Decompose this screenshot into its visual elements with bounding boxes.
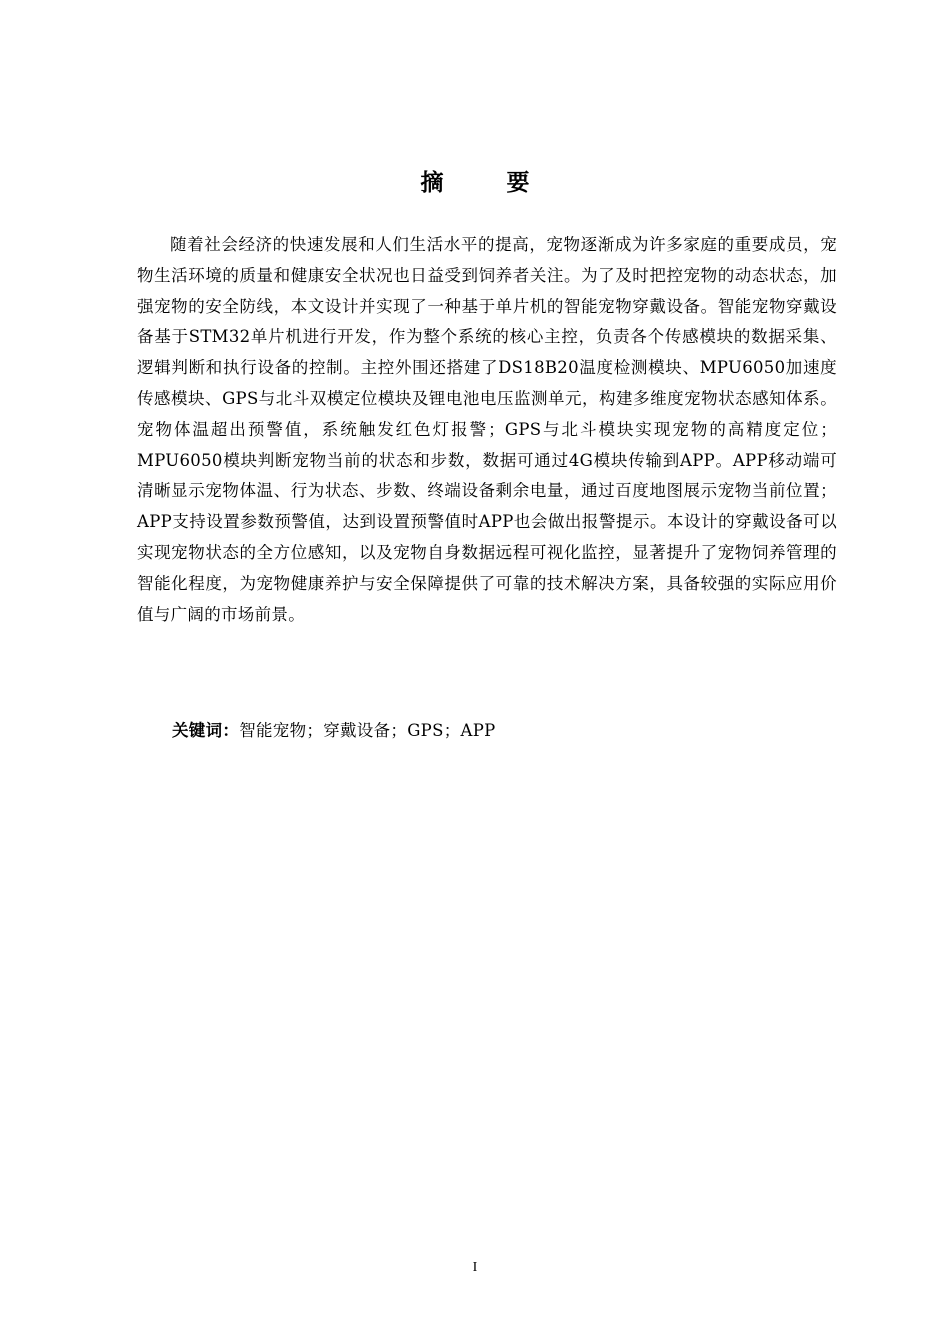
keywords-line [172,716,832,746]
abstract-paragraph: 随着社会经济的快速发展和人们生活水平的提高，宠物逐渐成为许多家庭的重要成员，宠物生活环境的质量和健康安全状况也日益受到饲养者关注。为了及时把控宠物的动态状态，加强宠物的安全防线，本文设计并实现了一种基于单片机的智能宠物穿戴设备。智能宠物穿戴设备基于STM32单片机进行开发，作为整个系统的核心主控，负责各个传感模块的数据采集、逻辑判断和执行设备的控制。主控外围还搭建了DS18B20温度检测模块、MPU6050加速度传感模块、GPS与北斗双模定位模块及锂电池电压监测单元，构建多维度宠物状态感知体系。宠物体温超出预警值，系统触发红色灯报警；GPS与北斗模块实现宠物的高精度定位；MPU6050模块判断宠物当前的状态和步数，数据可通过4G模块传输到APP。APP移动端可清晰显示宠物体温、行为状态、步数、终端设备剩余电量，通过百度地图展示宠物当前位置；APP支持设置参数预警值，达到设置预警值时APP也会做出报警提示。本设计的穿戴设备可以实现宠物状态的全方位感知，以及宠物自身数据远程可视化监控，显著提升了宠物饲养管理的智能化程度，为宠物健康养护与安全保障提供了可靠的技术解决方案，具备较强的实际应用价值与广阔的市场前景。 [137,235,837,624]
keywords-text: 智能宠物；穿戴设备；GPS；APP [239,721,496,740]
page-title: 摘 要 [420,170,550,196]
page-number: I [472,1260,478,1275]
keywords-label: 关键词： [172,721,240,740]
